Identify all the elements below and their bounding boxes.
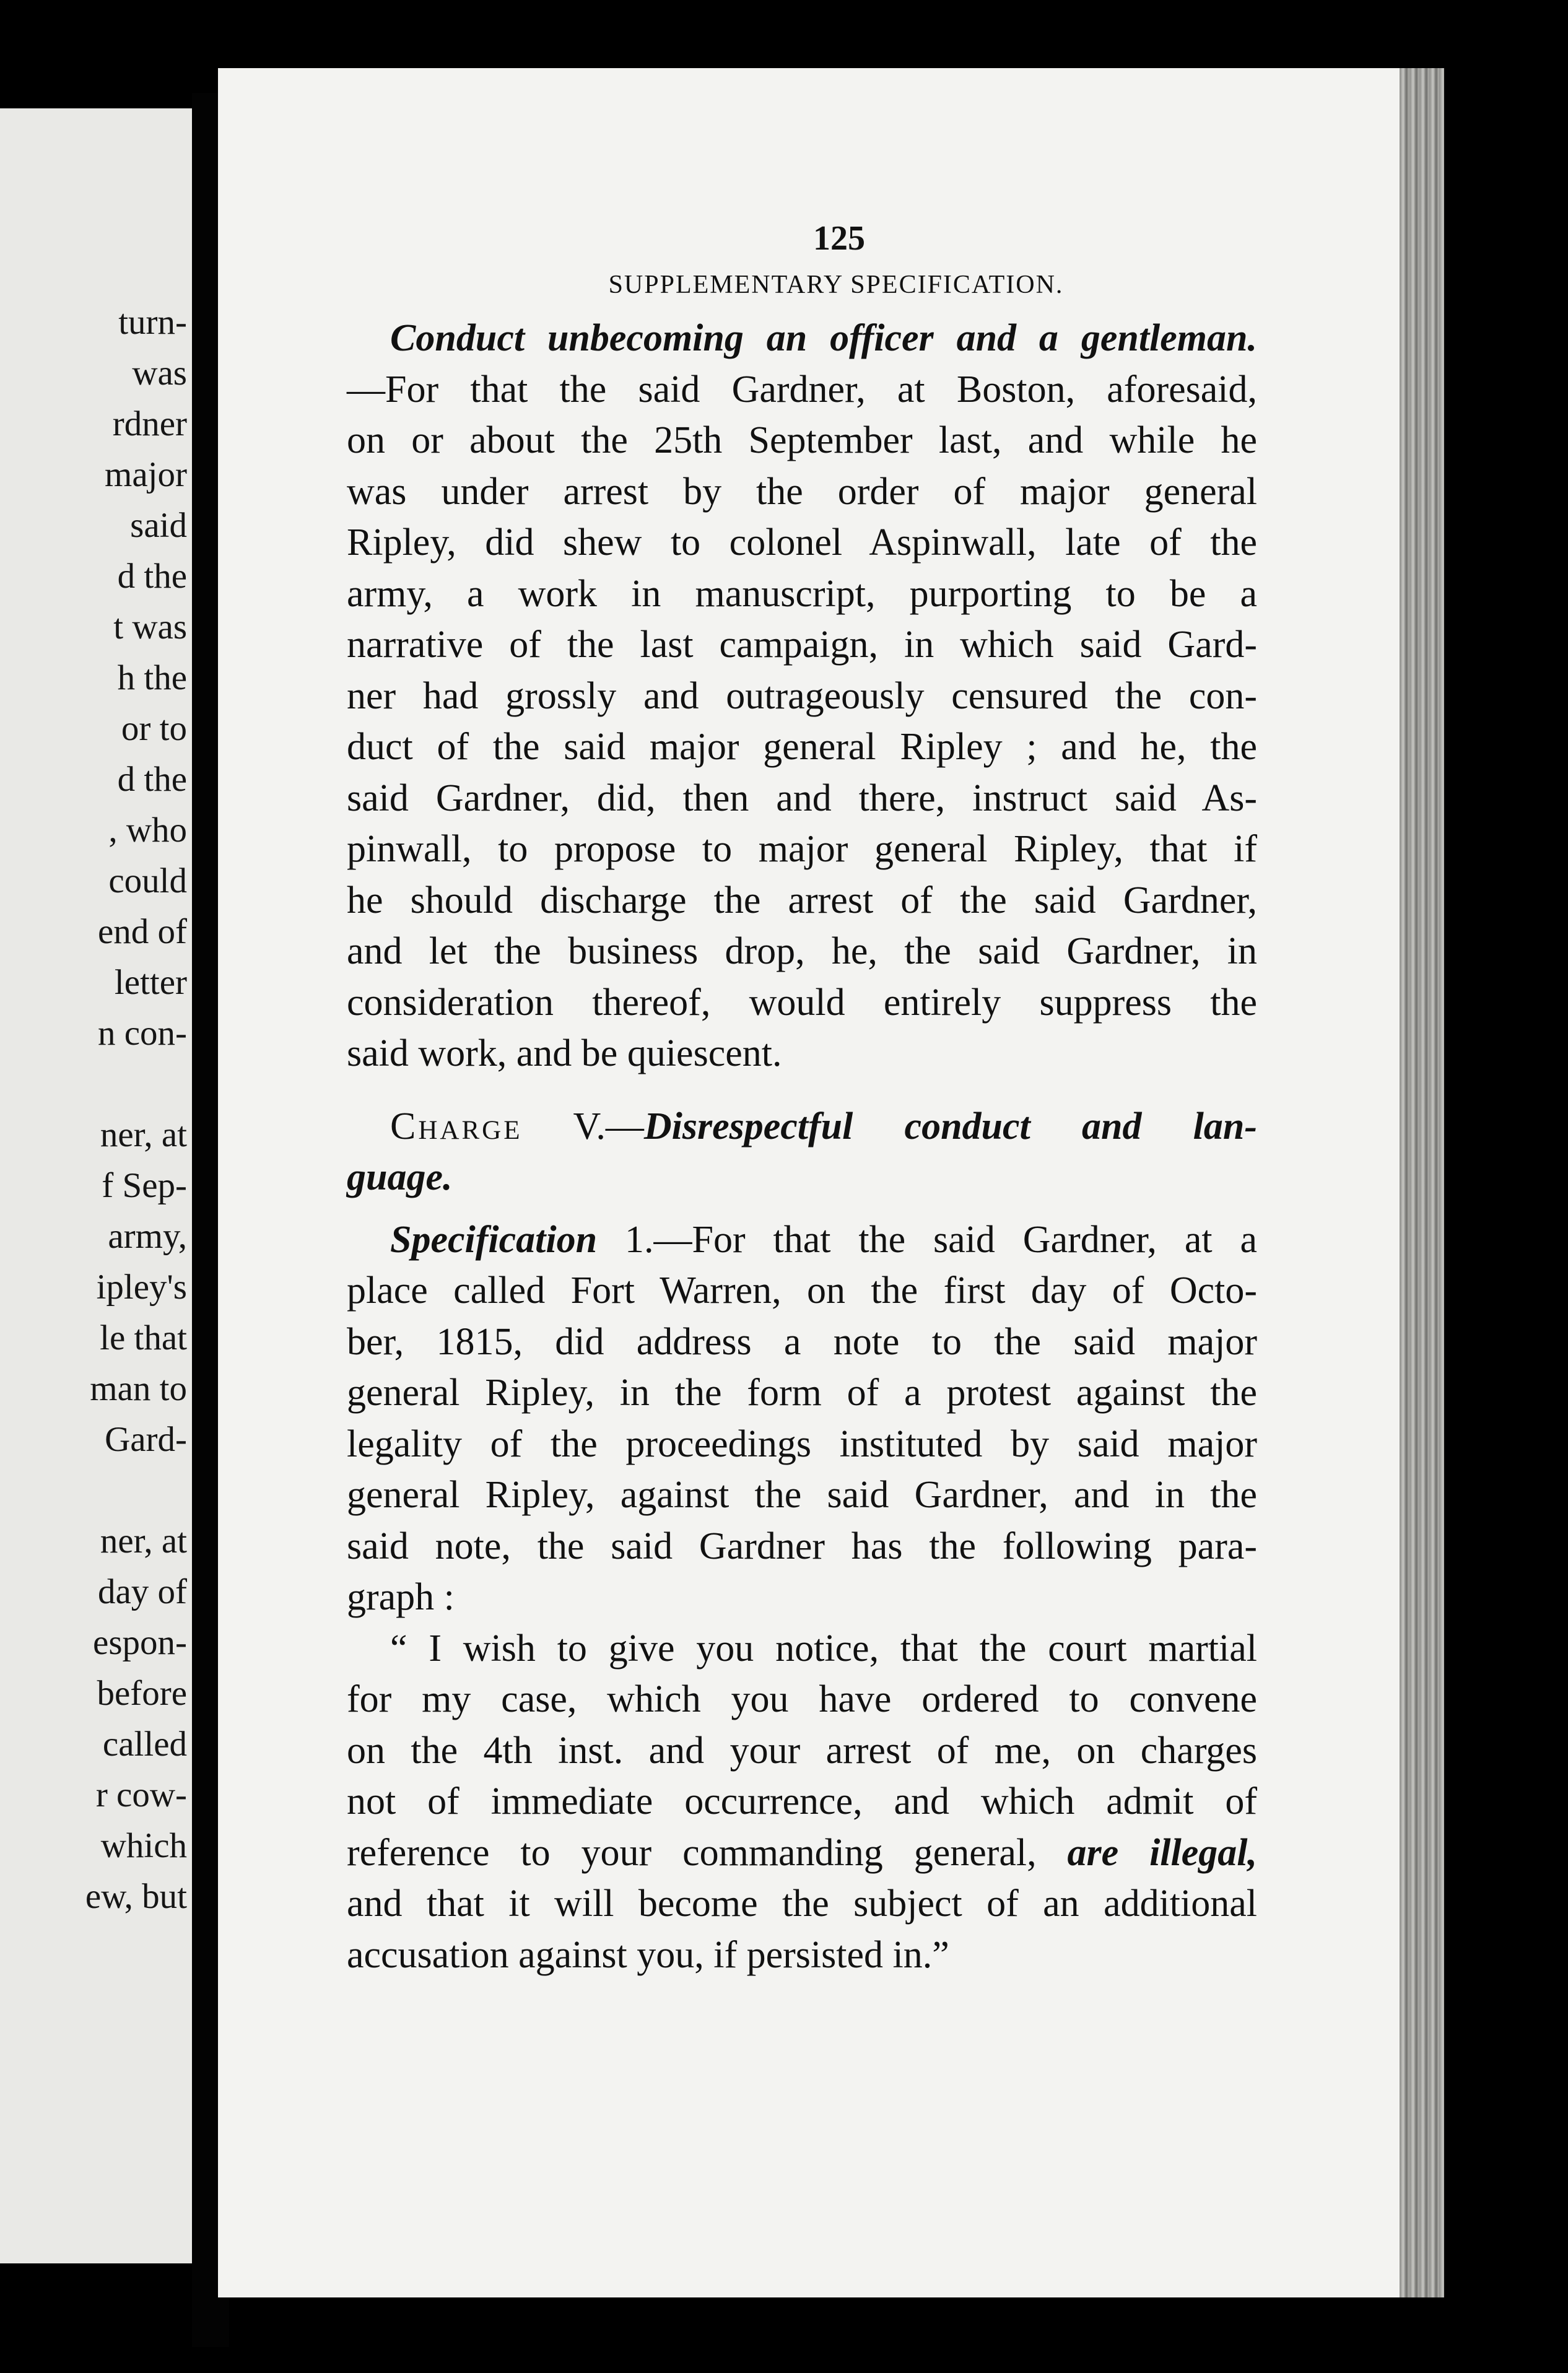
fragment-gap [7, 1465, 187, 1516]
text-line: not of immediate occurrence, and which admit of [347, 1780, 1257, 1822]
fragment-line: espon- [93, 1623, 187, 1662]
fragment-line: could [108, 861, 187, 900]
facing-page-fragments [7, 297, 187, 1922]
text-line: was under arrest by the order of major general [347, 470, 1257, 513]
text-line: and let the business drop, he, the said Gardner, in [347, 930, 1257, 972]
paragraph-specification-1 [347, 1214, 1257, 1623]
charge-title: Disrespectful conduct and lan- [643, 1105, 1257, 1147]
text-line [347, 1827, 1257, 1879]
fragment-line: rdner [112, 404, 187, 443]
text-line [347, 1214, 1257, 1266]
paragraph-conduct-unbecoming [347, 313, 1257, 1079]
fragment-line: ipley's [96, 1268, 187, 1307]
fragment-line: t was [113, 607, 187, 647]
specification-lead: 1.—For that the said Gardner, at a [597, 1218, 1257, 1261]
italic-lead: Conduct unbecoming an officer and a gentleman. [390, 317, 1257, 359]
text-line: on or about the 25th September last, and while he [347, 419, 1257, 461]
fragment-line: r cow- [95, 1775, 187, 1814]
fragment-line: ew, but [85, 1877, 187, 1916]
text-line: and that it will become the subject of an additional [347, 1883, 1257, 1925]
fragment-line: was [132, 354, 187, 393]
text-line: pinwall, to propose to major general Ripley, that if [347, 828, 1257, 870]
fragment-line: d the [117, 760, 187, 799]
fragment-line: called [102, 1725, 187, 1764]
fragment-line: Gard- [105, 1420, 187, 1459]
charge-label: Charge [390, 1105, 523, 1147]
fragment-line: before [97, 1674, 187, 1713]
text-line: said Gardner, did, then and there, instruct said As- [347, 777, 1257, 819]
text-line: “ I wish to give you notice, that the court martial [390, 1627, 1257, 1670]
text-line: on the 4th inst. and your arrest of me, on charges [347, 1729, 1257, 1772]
fragment-line: said [130, 506, 187, 545]
charge-title-cont: guage. [347, 1156, 453, 1198]
text-line: narrative of the last campaign, in which said Gard- [347, 624, 1257, 666]
text-line: ber, 1815, did address a note to the said major [347, 1320, 1257, 1363]
text-line: army, a work in manuscript, purporting to be a [347, 572, 1257, 615]
fragment-line: n con- [97, 1014, 187, 1053]
text-line: place called Fort Warren, on the first day of Octo- [347, 1269, 1257, 1312]
fragment-line: d the [117, 557, 187, 596]
fragment-line: ner, at [100, 1522, 187, 1561]
text-line: said work, and be quiescent. [347, 1032, 782, 1074]
facing-page-left [0, 108, 192, 2263]
text-line: ner had grossly and outrageously censured the con- [347, 674, 1257, 717]
text-line [347, 313, 1257, 364]
page-number: 125 [813, 219, 865, 258]
text-line: accusation against you, if persisted in.” [347, 1933, 949, 1976]
specification-label: Specification [390, 1218, 598, 1261]
fragment-line: ner, at [100, 1115, 187, 1154]
fragment-line: day of [97, 1572, 187, 1611]
page-content [347, 214, 1257, 1980]
fragment-line: which [100, 1826, 187, 1865]
fragment-line: f Sep- [102, 1166, 187, 1205]
fragment-gap [7, 1059, 187, 1110]
quoted-paragraph [347, 1623, 1257, 1981]
quote-italic: are illegal, [1067, 1831, 1257, 1874]
charge-number: V.— [573, 1105, 644, 1147]
text-line: general Ripley, against the said Gardner, and in the [347, 1474, 1257, 1516]
text-line: said note, the said Gardner has the following para- [347, 1525, 1257, 1567]
fragment-line: h the [117, 658, 187, 697]
fragment-line: or to [121, 709, 187, 748]
fragment-line: man to [90, 1369, 187, 1408]
fragment-line: army, [108, 1217, 187, 1256]
text-line: consideration thereof, would entirely suppress the [347, 981, 1257, 1024]
text-line [347, 1101, 1257, 1152]
text-line [347, 1152, 1257, 1203]
text-line: general Ripley, in the form of a protest against the [347, 1372, 1257, 1414]
page-edge-stack [1400, 68, 1444, 2297]
fragment-line: , who [108, 811, 187, 850]
text-line: for my case, which you have ordered to convene [347, 1678, 1257, 1720]
quote-line-pre: reference to your commanding general, [347, 1831, 1068, 1874]
charge-heading [347, 1101, 1257, 1203]
fragment-line: major [105, 455, 187, 494]
fragment-line: turn- [118, 303, 187, 342]
section-heading: SUPPLEMENTARY SPECIFICATION. [608, 271, 1064, 299]
text-line: graph : [347, 1576, 455, 1618]
fragment-line: letter [114, 963, 187, 1002]
text-line: duct of the said major general Ripley ; and he, the [347, 726, 1257, 768]
text-line: Ripley, did shew to colonel Aspinwall, late of the [347, 521, 1257, 564]
fragment-line: le that [100, 1318, 187, 1357]
text-line: —For that the said Gardner, at Boston, aforesaid, [347, 368, 1257, 411]
fragment-line: end of [97, 912, 187, 951]
text-line: he should discharge the arrest of the said Gardner, [347, 879, 1257, 921]
text-line: legality of the proceedings instituted by said major [347, 1422, 1257, 1465]
